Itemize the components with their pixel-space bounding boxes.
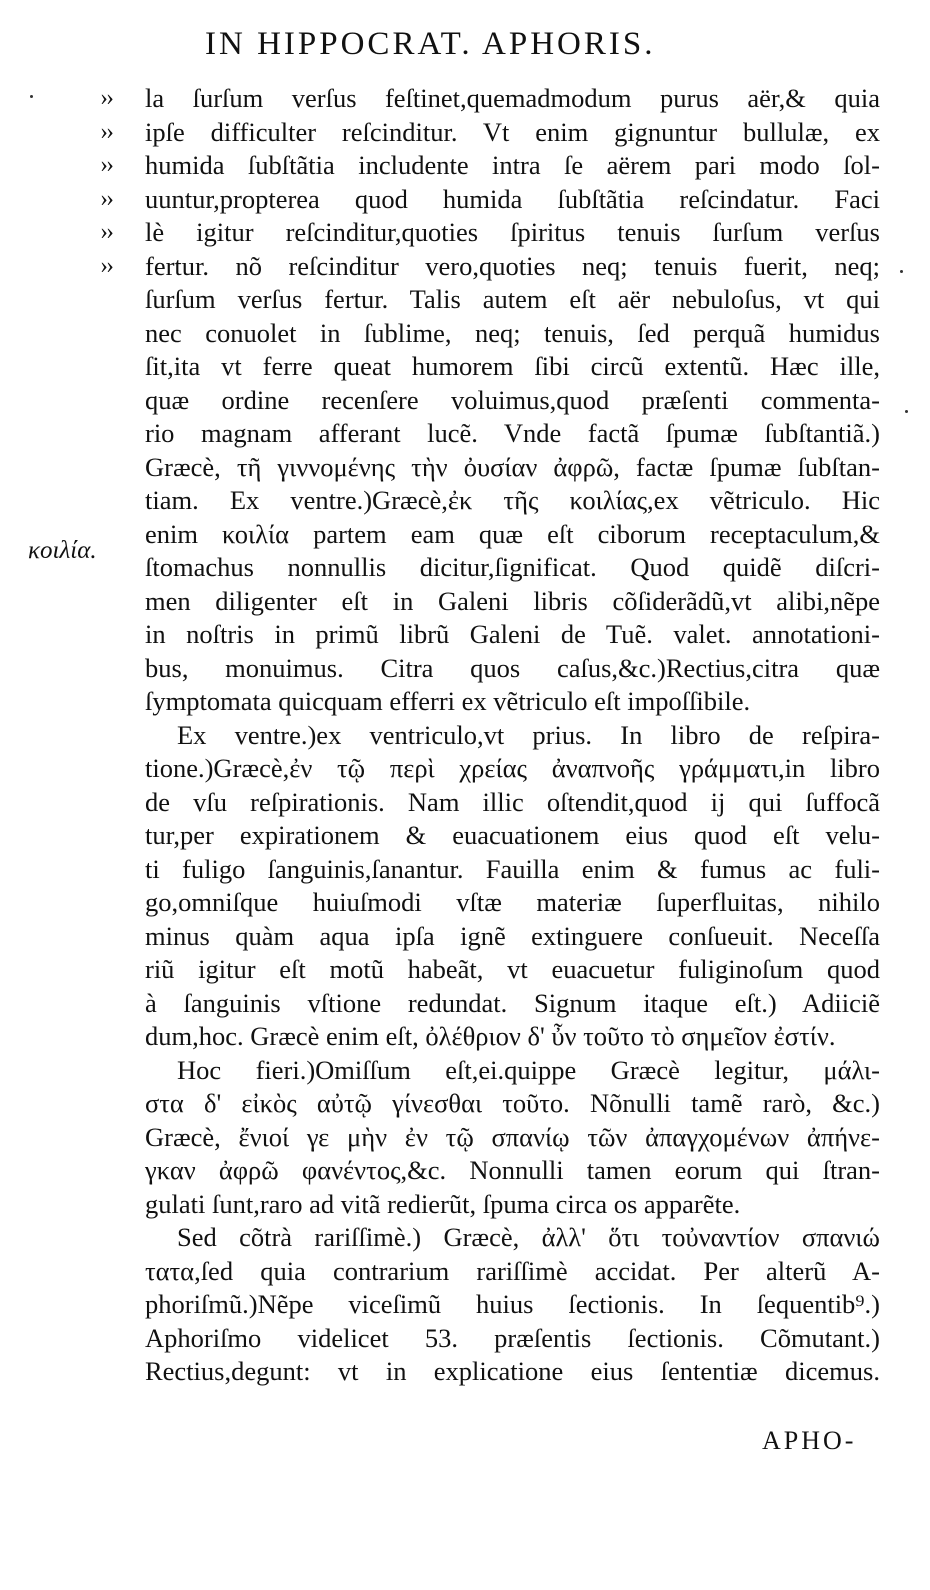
text-line-content: στα δ' εἰκὸς αὐτῷ γίνεσθαι τοῦτο. Nõnulli tamẽ rarò, &c.) <box>145 1088 880 1118</box>
text-line <box>145 1288 880 1322</box>
text-line-content: phoriſmũ.)Nẽpe viceſimũ huius ſectionis. In ſequentib⁹.) <box>145 1289 880 1319</box>
text-line <box>145 1322 880 1356</box>
text-line <box>100 82 880 116</box>
text-line <box>100 149 880 183</box>
text-line <box>145 1221 880 1255</box>
text-line <box>100 216 880 250</box>
text-line <box>145 1154 880 1188</box>
text-line <box>100 116 880 150</box>
text-line-content: ſtomachus nonnullis dicitur,ſignificat. Quod quidẽ diſcri- <box>145 552 880 582</box>
text-line-content: riũ igitur eſt motũ habeãt, vt euacuetur fuliginoſum quod <box>145 954 880 984</box>
text-line <box>145 1121 880 1155</box>
text-line-content: la ſurſum verſus feſtinet,quemadmodum purus aër,& quia <box>145 83 880 113</box>
text-line <box>145 417 880 451</box>
ink-speck <box>905 410 908 413</box>
text-line <box>145 283 880 317</box>
text-line <box>145 853 880 887</box>
text-line-content: men diligenter eſt in Galeni libris cõſiderãdũ,vt alibi,nẽpe <box>145 585 880 616</box>
text-line-content: quæ ordine recenſere voluimus,quod præſenti commenta- <box>145 384 880 415</box>
catchword: APHO- <box>762 1426 857 1455</box>
text-line-content: tiam. Ex ventre.)Græcè,ἐκ τῆς κοιλίας,ex vẽtriculo. Hic <box>145 485 880 515</box>
text-line <box>145 685 880 719</box>
quotation-marker: ›› <box>100 219 112 245</box>
text-line-content: Hoc fieri.)Omiſſum eſt,ei.quippe Græcè legitur, μάλι- <box>177 1054 880 1085</box>
text-line-content: enim κοιλία partem eam quæ eſt ciborum receptaculum,& <box>145 518 880 549</box>
text-line-content: nec conuolet in ſublime, neq; tenuis, ſed perquã humidus <box>145 317 880 348</box>
text-line <box>145 484 880 518</box>
text-line <box>145 1355 880 1389</box>
quotation-marker: ›› <box>100 118 112 145</box>
text-line-content: minus quàm aqua ipſa ignẽ extinguere conſueuit. Neceſſa <box>145 920 880 951</box>
text-line <box>145 518 880 552</box>
text-line <box>145 384 880 418</box>
running-head: IN HIPPOCRAT. APHORIS. <box>205 26 656 62</box>
text-line-content: dum,hoc. Græcè enim eſt, ὀλέθριον δ' ὖν τοῦτο τὸ σημεῖον ἐστίν. <box>145 1021 836 1051</box>
text-line <box>145 1054 880 1088</box>
text-line <box>145 551 880 585</box>
text-line-content: ipſe difficulter reſcinditur. Vt enim gignuntur bullulæ, ex <box>145 116 880 147</box>
margin-note: κοιλία. <box>28 537 97 564</box>
text-line <box>145 1255 880 1289</box>
text-line <box>145 585 880 619</box>
text-line <box>145 1087 880 1121</box>
text-line <box>145 451 880 485</box>
text-line-content: Aphoriſmo videlicet 53. præſentis ſectionis. Cõmutant.) <box>145 1322 880 1353</box>
text-line-content: ſit,ita vt ferre queat humorem ſibi circũ extentũ. Hæc ille, <box>145 351 880 381</box>
text-line-content: τατα,ſed quia contrarium rariſſimè accidat. Per alterũ A- <box>145 1255 880 1286</box>
text-line <box>145 953 880 987</box>
text-line-content: go,omniſque huiuſmodi vſtæ materiæ ſuperfluitas, nihilo <box>145 887 880 917</box>
text-line-content: tur,per expirationem & euacuationem eius quod eſt velu- <box>145 820 880 850</box>
text-line-content: bus, monuimus. Citra quos caſus,&c.)Rectius,citra quæ <box>145 652 880 683</box>
quotation-marker: ›› <box>100 85 112 111</box>
text-line <box>145 652 880 686</box>
ink-speck <box>30 95 33 98</box>
text-line-content: de vſu reſpirationis. Nam illic oſtendit,quod ij qui ſuffocã <box>145 786 880 817</box>
text-line-content: ſymptomata quicquam efferri ex vẽtriculo eſt impoſſibile. <box>145 686 751 716</box>
text-line <box>145 819 880 853</box>
text-line <box>145 752 880 786</box>
text-line-content: Sed cõtrà rariſſimè.) Græcè, ἀλλ' ὅτι τοὐναντίον σπανιώ <box>177 1222 880 1252</box>
text-line <box>145 1188 880 1222</box>
text-line <box>100 183 880 217</box>
text-line-content: fertur. nõ reſcinditur vero,quoties neq; tenuis fuerit, neq; <box>145 250 880 281</box>
text-line-content: ſurſum verſus fertur. Talis autem eſt aër nebuloſus, vt qui <box>145 284 880 314</box>
text-line-content: tione.)Græcè,ἐν τῷ περὶ χρείας ἀναπνοῆς γράμματι,in libro <box>145 753 880 783</box>
quotation-marker: ›› <box>100 185 112 212</box>
text-line-content: humida ſubſtãtia includente intra ſe aërem pari modo ſol- <box>145 150 880 180</box>
text-line <box>145 317 880 351</box>
ink-speck <box>900 270 903 273</box>
text-line-content: à ſanguinis vſtione redundat. Signum itaque eſt.) Adiiciẽ <box>145 987 880 1018</box>
text-line-content: rio magnam afferant lucẽ. Vnde factã ſpumæ ſubſtantiã.) <box>145 418 880 448</box>
text-line-content: ti fuligo ſanguinis,ſanantur. Fauilla enim & fumus ac fuli- <box>145 853 880 884</box>
text-line <box>145 987 880 1021</box>
quotation-marker: ›› <box>100 152 112 178</box>
text-line <box>145 886 880 920</box>
text-line-content: uuntur,propterea quod humida ſubſtãtia reſcindatur. Faci <box>145 183 880 214</box>
text-line <box>145 618 880 652</box>
text-line <box>145 920 880 954</box>
text-line-content: Ex ventre.)ex ventriculo,vt prius. In libro de reſpira- <box>177 719 880 750</box>
text-line-content: Græcè, ἔνιοί γε μὴν ἐν τῷ σπανίῳ τῶν ἀπαγχομένων ἀπήνε- <box>145 1121 880 1152</box>
text-line-content: in noſtris in primũ librũ Galeni de Tuẽ. valet. annotationi- <box>145 619 880 649</box>
text-line <box>145 719 880 753</box>
text-line <box>145 1020 880 1054</box>
text-line <box>100 250 880 284</box>
text-line-content: gulati ſunt,raro ad vitã redierũt, ſpuma circa os apparẽte. <box>145 1188 741 1219</box>
text-line <box>145 350 880 384</box>
text-line-content: Rectius,degunt: vt in explicatione eius ſententiæ dicemus. <box>145 1356 880 1386</box>
text-line-content: γκαν ἀφρῶ φανέντος,&c. Nonnulli tamen eorum qui ſtran- <box>145 1155 880 1185</box>
body-text <box>100 82 880 1389</box>
text-line-content: Græcè, τῆ γιννομένης τὴν ὀυσίαν ἀφρῶ, factæ ſpumæ ſubſtan- <box>145 451 880 482</box>
text-line-content: lè igitur reſcinditur,quoties ſpiritus tenuis ſurſum verſus <box>145 217 880 247</box>
text-line <box>145 786 880 820</box>
quotation-marker: ›› <box>100 252 112 279</box>
